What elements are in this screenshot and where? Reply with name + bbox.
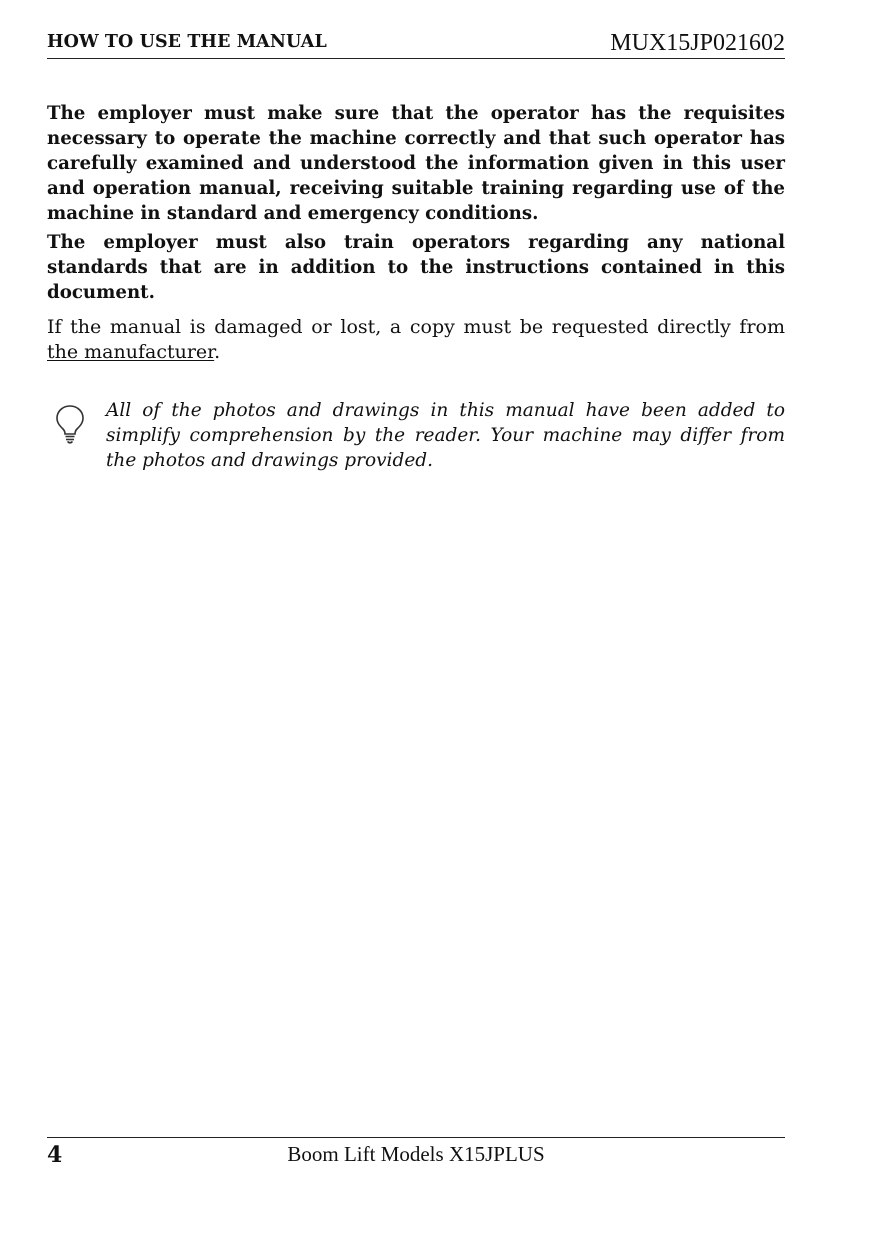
lost-manual-end: .	[214, 341, 221, 363]
employer-requirements	[47, 101, 785, 305]
page-footer	[47, 1137, 785, 1178]
note-text: All of the photos and drawings in this manual have been added to simplify comprehension by the reader. Your machine may differ from the photos and drawings provided.	[106, 400, 785, 471]
footer-title: Boom Lift Models X15JPLUS	[287, 1142, 545, 1166]
page-number: 4	[47, 1142, 63, 1168]
lost-manual-paragraph	[47, 315, 785, 365]
section-title: HOW TO USE THE MANUAL	[47, 32, 327, 52]
employer-paragraph-2: The employer must also train operators regarding any national standards that are in addition to the instructions contained in this document.	[47, 232, 785, 303]
manufacturer-link[interactable]: the manufacturer	[47, 341, 215, 363]
page-header	[47, 30, 785, 59]
lost-manual-text: If the manual is damaged or lost, a copy must be requested directly from	[47, 316, 785, 338]
employer-paragraph-1: The employer must make sure that the operator has the requisites necessary to operate the machine correctly and that such operator has carefully examined and understood the information given in this user and operation manual, receiving suitable training regarding use of the machine in standard and emergency conditions.	[47, 103, 785, 224]
lightbulb-icon	[55, 404, 85, 444]
document-code: MUX15JP021602	[610, 30, 785, 56]
